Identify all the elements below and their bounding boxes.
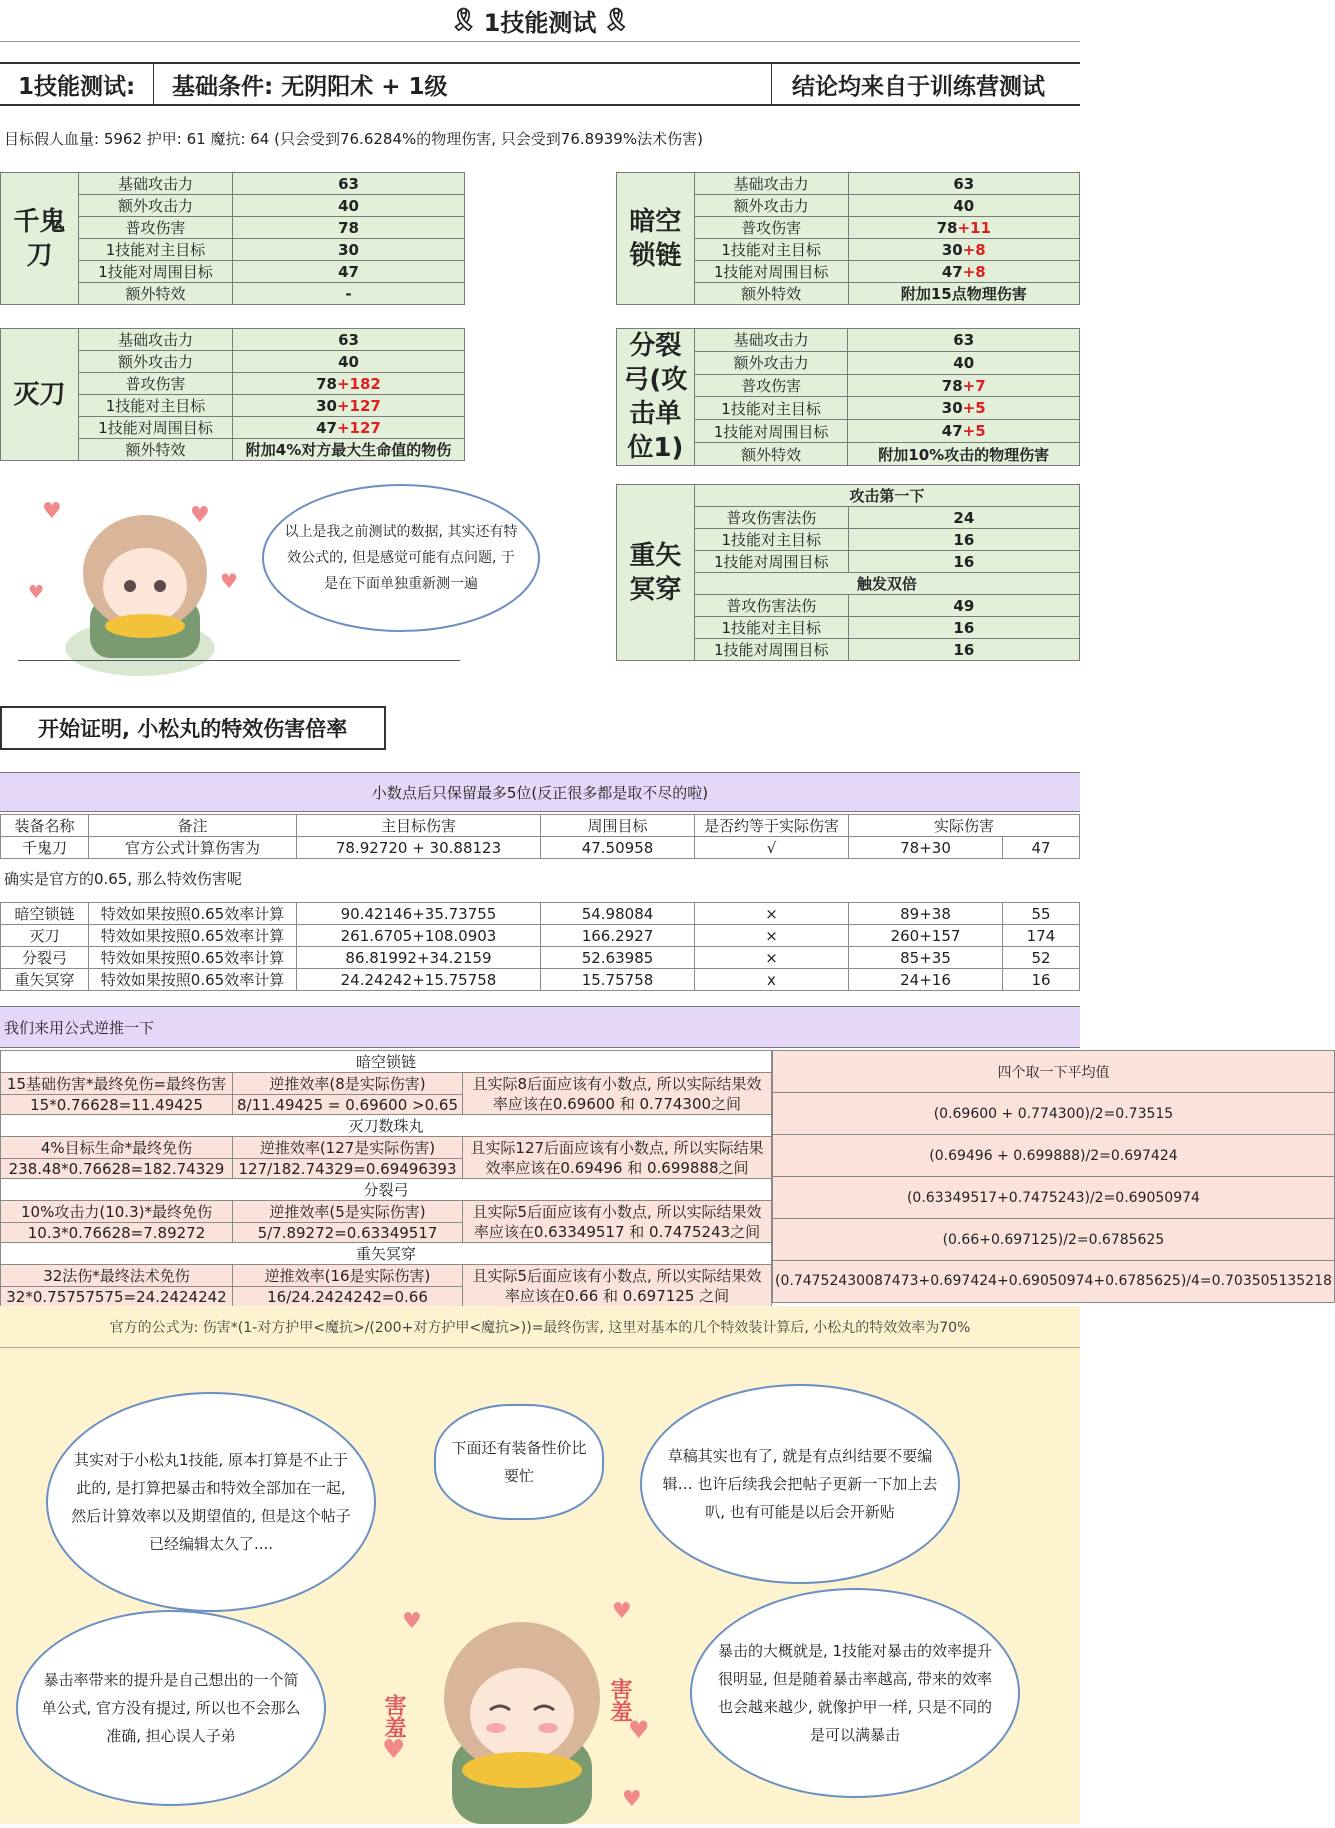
stat-label: 1技能对周围目标 [694,261,848,283]
equip-name: 暗空锁链 [617,173,695,305]
stat-label: 普攻伤害 [79,373,233,395]
svg-text:♥: ♥ [220,569,238,593]
bottom-illustration-area [0,1348,1080,1824]
table-cell: × [695,925,849,947]
bonus-value: +5 [962,422,986,441]
calc-cell: 逆推效率(5是实际伤害) [233,1201,463,1223]
stat-value: 30 [233,239,465,261]
calc-cell: 32*0.75757575=24.2424242 [1,1287,233,1307]
blush-text-right: 害羞 [607,1678,632,1722]
bonus-value: +5 [962,399,986,418]
table-cell: 52.63985 [541,947,695,969]
calc-section: 灭刀数珠丸 [1,1115,772,1137]
col-header: 实际伤害 [849,815,1080,837]
table-cell: √ [695,837,849,859]
svg-text:♥: ♥ [190,503,210,528]
stat-label: 额外攻击力 [79,351,233,373]
table-row [1,947,1080,969]
stat-value: 16 [848,639,1079,661]
table-cell: 47.50958 [541,837,695,859]
stat-value: 40 [233,195,465,217]
table-cell: 47 [1003,837,1080,859]
avg-cell: (0.69496 + 0.699888)/2=0.697424 [773,1135,1335,1177]
stat-label: 普攻伤害 [694,217,848,239]
table-cell: 暗空锁链 [1,903,89,925]
official-formula-note: 官方的公式为: 伤害*(1-对方护甲<魔抗>/(200+对方护甲<魔抗>))=最终伤害, 这里对基本的几个特效装计算后, 小松丸的特效效率为70% [0,1306,1080,1348]
calc-section: 分裂弓 [1,1179,772,1201]
stat-table-miedao [0,328,465,461]
speech-bubble-5: 暴击的大概就是, 1技能对暴击的效率提升很明显, 但是随着暴击率越高, 带来的效率也会越来越少, 就像护甲一样, 只是不同的是可以满暴击 [690,1588,1020,1798]
stat-label: 普攻伤害法伤 [694,595,848,617]
stat-value: 40 [848,351,1080,374]
table-cell: 特效如果按照0.65效率计算 [89,903,297,925]
bonus-value: +11 [957,218,991,237]
stat-value: 16 [848,529,1079,551]
header-source: 结论均来自于训练营测试 [792,73,1045,100]
stat-value: 40 [233,351,465,373]
section-title-reverse: 我们来用公式逆推一下 [0,1006,1080,1048]
svg-text:♥: ♥ [28,582,45,603]
svg-text:♥: ♥ [402,1609,422,1634]
stat-label: 额外攻击力 [694,351,848,374]
stat-label: 1技能对主目标 [694,529,848,551]
table-cell: 24+16 [849,969,1003,991]
speech-bubble-4: 暴击率带来的提升是自己想出的一个简单公式, 官方没有提过, 所以也不会那么准确, 担心误人子弟 [16,1610,326,1806]
stat-value: 30+5 [848,397,1080,420]
table-cell: 174 [1003,925,1080,947]
stat-label: 1技能对周围目标 [694,420,848,443]
ribbon-icon: 🎗 [602,8,631,33]
avg-final: (0.74752430087473+0.697424+0.69050974+0.6785625)/4=0.703505135218 [773,1261,1335,1303]
stat-label: 基础攻击力 [79,329,233,351]
calc-cell: 4%目标生命*最终免伤 [1,1137,233,1159]
stat-label: 额外特效 [694,283,848,305]
proof-title: 开始证明, 小松丸的特效伤害倍率 [0,706,386,750]
calc-note: 且实际5后面应该有小数点, 所以实际结果效率应该在0.63349517 和 0.7475243之间 [463,1201,772,1243]
table-cell: 重矢冥穿 [1,969,89,991]
subsection-title: 触发双倍 [694,573,1079,595]
stat-table-fenliegong [616,328,1080,466]
stat-label: 1技能对主目标 [694,239,848,261]
bonus-value: +127 [336,396,381,415]
divider [18,660,460,661]
stat-value: 40 [848,195,1079,217]
stat-table-zhongshi [616,484,1080,661]
table-row [1,903,1080,925]
stat-label: 1技能对主目标 [694,617,848,639]
stat-table-ankongsuolian [616,172,1080,305]
calc-note: 且实际5后面应该有小数点, 所以实际结果效率应该在0.66 和 0.697125 之间 [463,1265,772,1307]
average-table [772,1050,1335,1303]
stat-label: 额外特效 [694,443,848,466]
svg-text:♥: ♥ [42,499,62,524]
speech-bubble-1: 其实对于小松丸1技能, 原本打算是不止于此的, 是打算把暴击和特效全部加在一起, 然后计算效率以及期望值的, 但是这个帖子已经编辑太久了.... [46,1392,376,1612]
bonus-value: +127 [336,418,381,437]
speech-bubble-top: 以上是我之前测试的数据, 其实还有特效公式的, 但是感觉可能有点问题, 于是在下面单独重新测一遍 [262,484,540,632]
table-row [1,925,1080,947]
stat-value: 78 [233,217,465,239]
ribbon-icon: 🎗 [449,8,478,33]
stat-table-qianguidao [0,172,465,305]
stat-label: 1技能对主目标 [79,239,233,261]
calc-cell: 238.48*0.76628=182.74329 [1,1159,233,1179]
stat-value: 47 [233,261,465,283]
stat-value: 63 [848,329,1080,352]
header-label: 1技能测试: [0,64,154,104]
table-cell: 85+35 [849,947,1003,969]
stat-value: 16 [848,617,1079,639]
table-cell: 特效如果按照0.65效率计算 [89,969,297,991]
table-cell: 78+30 [849,837,1003,859]
stat-value: 49 [848,595,1079,617]
col-header: 周围目标 [541,815,695,837]
stat-label: 普攻伤害 [694,374,848,397]
calc-cell: 10.3*0.76628=7.89272 [1,1223,233,1243]
stat-value: 78+11 [848,217,1079,239]
stat-label: 1技能对周围目标 [79,261,233,283]
thought-bubble: 下面还有装备性价比要忙 [434,1404,604,1520]
calc-cell: 逆推效率(16是实际伤害) [233,1265,463,1287]
stat-value: 16 [848,551,1079,573]
table-cell: × [695,903,849,925]
blush-text-left: 害羞 [381,1694,406,1738]
stat-value: 63 [233,329,465,351]
calc-cell: 10%攻击力(10.3)*最终免伤 [1,1201,233,1223]
reverse-calc-table [0,1050,772,1307]
table-cell: x [695,969,849,991]
stat-value: 78+7 [848,374,1080,397]
equip-name: 重矢冥穿 [617,485,695,661]
stat-value: 63 [848,173,1079,195]
stat-value: 47+8 [848,261,1079,283]
stat-label: 额外攻击力 [79,195,233,217]
header-condition: 基础条件: 无阴阳术 + 1级 [154,64,772,104]
stat-label: 1技能对主目标 [79,395,233,417]
table-cell: 78.92720 + 30.88123 [297,837,541,859]
table-cell: 55 [1003,903,1080,925]
calc-section: 重矢冥穿 [1,1243,772,1265]
table-cell: 灭刀 [1,925,89,947]
stat-value: 78+182 [233,373,465,395]
calc-cell: 逆推效率(8是实际伤害) [233,1073,463,1095]
table-cell: 官方公式计算伤害为 [89,837,297,859]
stat-value: 47+127 [233,417,465,439]
stat-value: 30+127 [233,395,465,417]
svg-text:♥: ♥ [622,1787,642,1812]
table-cell: 特效如果按照0.65效率计算 [89,947,297,969]
col-header: 是否约等于实际伤害 [695,815,849,837]
page-title-bar [0,0,1080,42]
col-header: 备注 [89,815,297,837]
dummy-info: 目标假人血量: 5962 护甲: 61 魔抗: 64 (只会受到76.6284%的物理伤害, 只会受到76.8939%法术伤害) [4,130,703,148]
calc-cell: 5/7.89272=0.63349517 [233,1223,463,1243]
stat-label: 额外特效 [79,283,233,305]
equip-name: 千鬼刀 [1,173,79,305]
calc-cell: 8/11.49425 = 0.69600 >0.65 [233,1095,463,1115]
stat-value: 附加4%对方最大生命值的物伤 [233,439,465,461]
table-cell: 15.75758 [541,969,695,991]
table-cell: 千鬼刀 [1,837,89,859]
stat-label: 1技能对周围目标 [694,551,848,573]
avg-title: 四个取一下平均值 [773,1051,1335,1093]
speech-bubble-3: 草稿其实也有了, 就是有点纠结要不要编辑… 也许后续我会把帖子更新一下加上去叭, 也有可能是以后会开新贴 [640,1384,960,1584]
bonus-value: +182 [336,374,381,393]
svg-text:♥: ♥ [612,1599,632,1624]
calc-note: 且实际8后面应该有小数点, 所以实际结果效率应该在0.69600 和 0.774300之间 [463,1073,772,1115]
svg-text:♥: ♥ [382,1735,406,1765]
stat-label: 普攻伤害法伤 [694,507,848,529]
table-row [1,969,1080,991]
table-cell: 16 [1003,969,1080,991]
chibi-character-illustration [20,478,250,678]
stat-label: 基础攻击力 [79,173,233,195]
stat-label: 基础攻击力 [694,329,848,352]
calc-note: 且实际127后面应该有小数点, 所以实际结果效率应该在0.69496 和 0.699888之间 [463,1137,772,1179]
equip-name: 灭刀 [1,329,79,461]
stat-value: 47+5 [848,420,1080,443]
section-title-precision: 小数点后只保留最多5位(反正很多都是取不尽的啦) [0,772,1080,812]
svg-text:♥: ♥ [628,1716,650,1744]
official-formula-table [0,814,1080,859]
stat-value: 24 [848,507,1079,529]
stat-label: 1技能对周围目标 [79,417,233,439]
stat-label: 基础攻击力 [694,173,848,195]
stat-label: 额外攻击力 [694,195,848,217]
stat-value: - [233,283,465,305]
bonus-value: +8 [962,240,986,259]
subsection-title: 攻击第一下 [694,485,1079,507]
avg-cell: (0.69600 + 0.774300)/2=0.73515 [773,1093,1335,1135]
calc-cell: 16/24.2424242=0.66 [233,1287,463,1307]
stat-label: 普攻伤害 [79,217,233,239]
table-cell: × [695,947,849,969]
table-cell: 54.98084 [541,903,695,925]
table-cell: 260+157 [849,925,1003,947]
stat-label: 1技能对主目标 [694,397,848,420]
equip-name: 分裂弓(攻击单位1) [617,329,695,466]
calc-cell: 逆推效率(127是实际伤害) [233,1137,463,1159]
stat-value: 63 [233,173,465,195]
table-cell: 86.81992+34.2159 [297,947,541,969]
page-title: 1技能测试 [483,9,597,37]
col-header: 主目标伤害 [297,815,541,837]
calc-section: 暗空锁链 [1,1051,772,1073]
bonus-value: +7 [962,376,986,395]
stat-value: 附加15点物理伤害 [848,283,1079,305]
table-cell: 24.24242+15.75758 [297,969,541,991]
calc-cell: 15*0.76628=11.49425 [1,1095,233,1115]
avg-cell: (0.66+0.697125)/2=0.6785625 [773,1219,1335,1261]
effect-efficiency-table [0,902,1080,991]
stat-value: 30+8 [848,239,1079,261]
header-row [0,62,1080,106]
table-cell: 52 [1003,947,1080,969]
table-cell: 166.2927 [541,925,695,947]
stat-value: 附加10%攻击的物理伤害 [848,443,1080,466]
bonus-value: +8 [962,262,986,281]
table-cell: 特效如果按照0.65效率计算 [89,925,297,947]
calc-cell: 15基础伤害*最终免伤=最终伤害 [1,1073,233,1095]
table-cell: 分裂弓 [1,947,89,969]
stat-label: 1技能对周围目标 [694,639,848,661]
calc-cell: 127/182.74329=0.69496393 [233,1159,463,1179]
avg-cell: (0.63349517+0.7475243)/2=0.69050974 [773,1177,1335,1219]
table-cell: 89+38 [849,903,1003,925]
stat-label: 额外特效 [79,439,233,461]
col-header: 装备名称 [1,815,89,837]
table-cell: 261.6705+108.0903 [297,925,541,947]
table-cell: 90.42146+35.73755 [297,903,541,925]
note-line: 确实是官方的0.65, 那么特效伤害呢 [4,870,242,888]
calc-cell: 32法伤*最终法术免伤 [1,1265,233,1287]
